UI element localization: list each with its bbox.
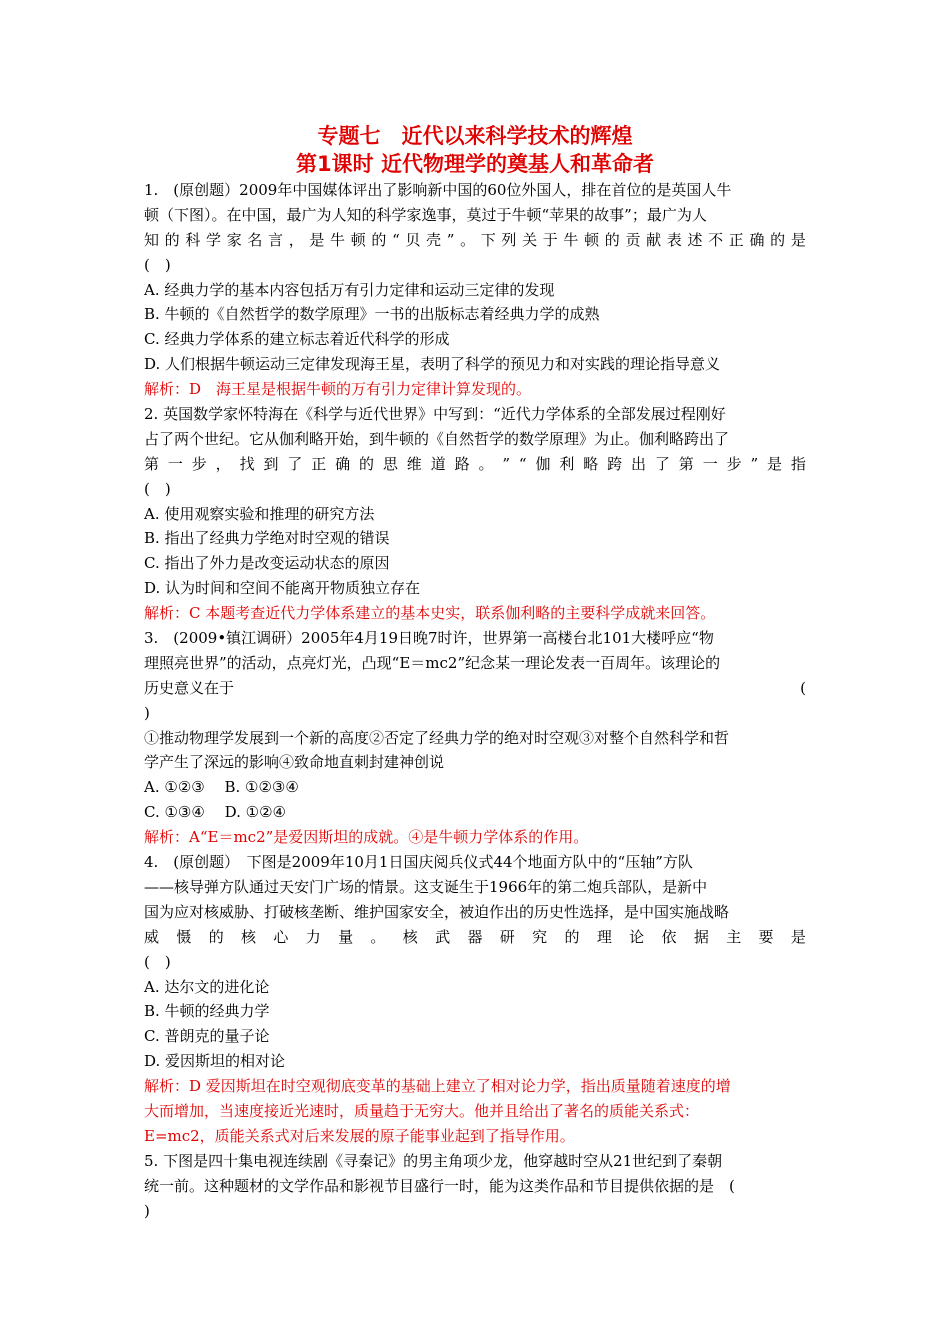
question-line: 顿（下图）。在中国，最广为人知的科学家逸事，莫过于牛顿“苹果的故事”；最广为人 — [144, 205, 707, 224]
question-line: B. 牛顿的经典力学 — [144, 1002, 270, 1021]
question-line: ——核导弹方队通过天安门广场的情景。这支诞生于1966年的第二炮兵部队，是新中 — [144, 877, 708, 896]
question-line: 4. (原创题） 下图是2009年10月1日国庆阅兵仪式44个地面方队中的“压轴”方队 — [144, 853, 693, 872]
lesson-subtitle: 第1课时 近代物理学的奠基人和革命者 — [296, 152, 654, 176]
question-line: C. 经典力学体系的建立标志着近代科学的形成 — [144, 330, 450, 349]
question-line: 占了两个世纪。它从伽利略开始，到牛顿的《自然哲学的数学原理》为止。伽利略跨出了 — [144, 429, 730, 448]
question-line: A. ①②③ B. ①②③④ — [144, 778, 299, 797]
question-line: 理照亮世界”的活动，点亮灯光，凸现“E＝mc2”纪念某一理论发表一百周年。该理论的 — [144, 653, 721, 672]
question-line: A. 经典力学的基本内容包括万有引力定律和运动三定律的发现 — [144, 280, 555, 299]
answer-explanation-line: 解析：A“E＝mc2”是爱因斯坦的成就。④是牛顿力学体系的作用。 — [144, 828, 589, 847]
question-line: ( ) — [144, 952, 171, 971]
answer-explanation-line: 解析：C 本题考查近代力学体系建立的基本史实，联系伽利略的主要科学成就来回答。 — [144, 604, 716, 623]
question-line: D. 认为时间和空间不能离开物质独立存在 — [144, 579, 421, 598]
question-line: 1. (原创题）2009年中国媒体评出了影响新中国的60位外国人，排在首位的是英国人牛 — [144, 181, 732, 199]
question-line: 2. 英国数学家怀特海在《科学与近代世界》中写到：“近代力学体系的全部发展过程刚好 — [144, 405, 726, 424]
question-line: A. 使用观察实验和推理的研究方法 — [144, 504, 375, 523]
answer-explanation-line: E=mc2，质能关系式对后来发展的原子能事业起到了指导作用。 — [144, 1126, 575, 1145]
answer-explanation-line: 解析：D 海王星是根据牛顿的万有引力定律计算发现的。 — [144, 380, 532, 399]
question-line: ) — [144, 703, 150, 722]
question-line: 知 的 科 学 家 名 言 ， 是 牛 顿 的 “ 贝 壳 ” 。 下 列 关 于 牛 顿 的 贡 献 表 述 不 正 确 的 是 — [144, 230, 806, 249]
question-line: 威 慑 的 核 心 力 量 。 核 武 器 研 究 的 理 论 依 据 主 要 是 — [144, 927, 806, 946]
question-line: 第 一 步 ， 找 到 了 正 确 的 思 维 道 路 。 ” “ 伽 利 略 跨 出 了 第 一 步 ” 是 指 — [144, 454, 806, 473]
question-line: 5. 下图是四十集电视连续剧《寻秦记》的男主角项少龙，他穿越时空从21世纪到了秦朝 — [144, 1151, 723, 1170]
question-line: C. 普朗克的量子论 — [144, 1027, 270, 1046]
question-line: A. 达尔文的进化论 — [144, 977, 270, 996]
page-title: 专题七 近代以来科学技术的辉煌 — [317, 124, 633, 148]
title-block — [0, 122, 950, 178]
question-list — [144, 178, 806, 1223]
question-line: 历史意义在于 ( — [144, 678, 806, 697]
question-line: ①推动物理学发展到一个新的高度②否定了经典力学的绝对时空观③对整个自然科学和哲 — [144, 728, 730, 747]
question-line: B. 指出了经典力学绝对时空观的错误 — [144, 529, 390, 548]
question-line: C. ①③④ D. ①②④ — [144, 803, 286, 822]
question-line: ( ) — [144, 255, 171, 274]
answer-explanation-line: 解析：D 爱因斯坦在时空观彻底变革的基础上建立了相对论力学，指出质量随着速度的增 — [144, 1077, 731, 1096]
answer-explanation-line: 大而增加，当速度接近光速时，质量趋于无穷大。他并且给出了著名的质能关系式： — [144, 1101, 700, 1120]
question-line: D. 人们根据牛顿运动三定律发现海王星，表明了科学的预见力和对实践的理论指导意义 — [144, 355, 721, 374]
question-line: 国为应对核威胁、打破核垄断、维护国家安全，被迫作出的历史性选择，是中国实施战略 — [144, 902, 730, 921]
question-line: D. 爱因斯坦的相对论 — [144, 1052, 286, 1071]
question-line: C. 指出了外力是改变运动状态的原因 — [144, 554, 390, 573]
question-line: 3. (2009•镇江调研）2005年4月19日晚7时许，世界第一高楼台北101大楼呼应“物 — [144, 629, 714, 648]
question-line: 学产生了深远的影响④致命地直刺封建神创说 — [144, 753, 445, 772]
question-line: B. 牛顿的《自然哲学的数学原理》一书的出版标志着经典力学的成熟 — [144, 305, 600, 324]
question-line: ( ) — [144, 479, 171, 498]
question-line: ) — [144, 1201, 150, 1220]
question-line: 统一前。这种题材的文学作品和影视节目盛行一时，能为这类作品和节目提供依据的是 ( — [144, 1176, 735, 1195]
